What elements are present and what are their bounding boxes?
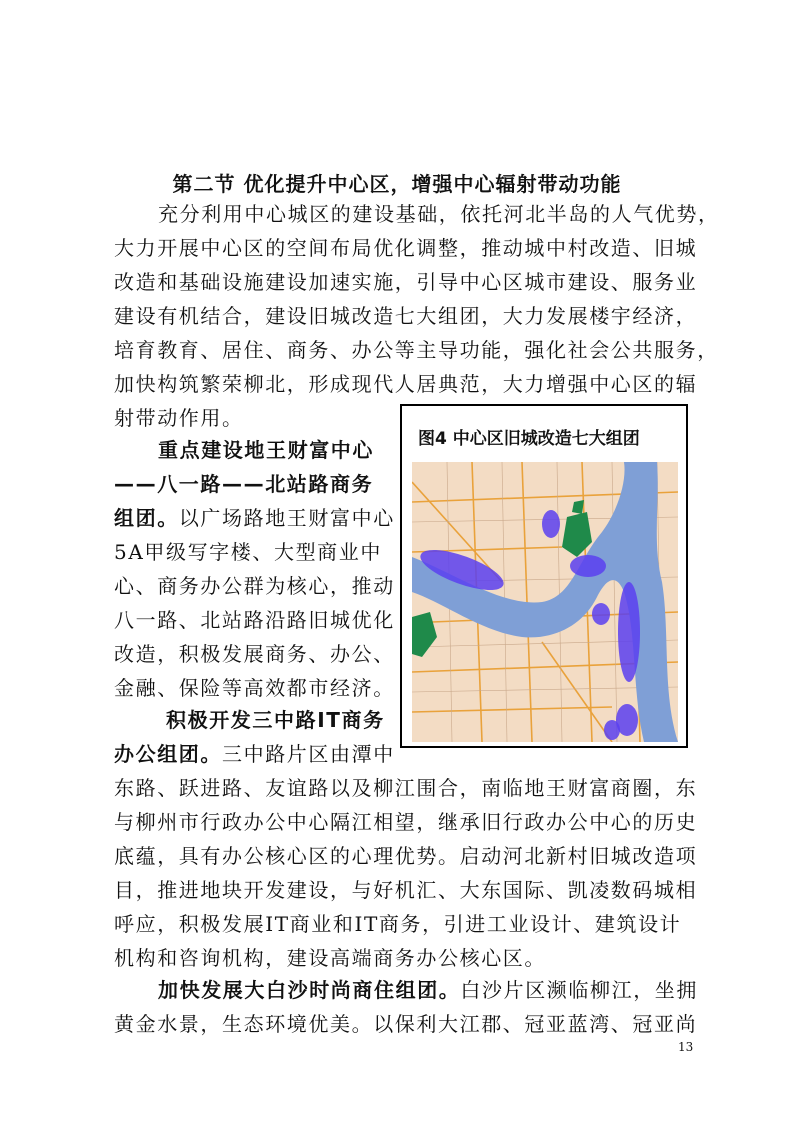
cluster-4: [592, 603, 610, 625]
cluster-7: [604, 720, 620, 740]
s3-text-start: 白沙片区濒临柳江，坐拥: [460, 978, 699, 1002]
s2-line-3: 东路、跃进路、友谊路以及柳江围合，南临地王财富商圈，东: [114, 776, 698, 800]
cluster-5: [618, 582, 640, 682]
s2-line-6: 目，推进地块开发建设，与好机汇、大东国际、凯凌数码城相: [114, 878, 698, 902]
s2-heading-line-1: 积极开发三中路IT商务: [166, 708, 385, 732]
cluster-2: [542, 510, 560, 538]
page-number: 13: [678, 1040, 694, 1054]
intro-line-4: 建设有机结合，建设旧城改造七大组团，大力发展楼宇经济，: [114, 304, 698, 328]
s1-text-start: 以广场路地王财富中心: [178, 506, 395, 530]
figure-box: [400, 404, 688, 748]
section-heading: 第二节 优化提升中心区，增强中心辐射带动功能: [172, 172, 622, 196]
intro-line-5: 培育教育、居住、商务、办公等主导功能，强化社会公共服务，: [114, 338, 719, 362]
s1-line-3: [114, 501, 395, 535]
intro-line-1: 充分利用中心城区的建设基础，依托河北半岛的人气优势，: [158, 202, 720, 226]
figure-title: 图4 中心区旧城改造七大组团: [418, 429, 640, 449]
s3-line-1: [158, 973, 698, 1007]
s1-heading-end: 组团。: [114, 506, 179, 530]
intro-line-7: 射带动作用。: [114, 406, 244, 430]
s2-heading-end: 办公组团。: [114, 742, 222, 766]
s2-line-2: [114, 737, 395, 771]
s3-heading: 加快发展大白沙时尚商住组团。: [158, 978, 461, 1002]
s1-line-7: 改造，积极发展商务、办公、: [114, 642, 395, 666]
s3-line-2: 黄金水景，生态环境优美。以保利大江郡、冠亚蓝湾、冠亚尚: [114, 1012, 698, 1036]
s2-line-4: 与柳州市行政办公中心隔江相望，继承旧行政办公中心的历史: [114, 810, 698, 834]
s2-line-8: 机构和咨询机构，建设高端商务办公核心区。: [114, 946, 546, 970]
s1-line-5: 心、商务办公群为核心，推动: [114, 574, 395, 598]
intro-line-6: 加快构筑繁荣柳北，形成现代人居典范，大力增强中心区的辐: [114, 372, 698, 396]
s2-text-start: 三中路片区由潭中: [222, 742, 395, 766]
s2-line-7: 呼应，积极发展IT商业和IT商务，引进工业设计、建筑设计: [114, 912, 682, 936]
s1-line-4: 5A甲级写字楼、大型商业中: [114, 540, 382, 564]
s2-line-5: 底蕴，具有办公核心区的心理优势。启动河北新村旧城改造项: [114, 844, 698, 868]
intro-line-2: 大力开展中心区的空间布局优化调整，推动城中村改造、旧城: [114, 236, 698, 260]
s1-heading-line-2: ——八一路——北站路商务: [114, 472, 374, 496]
s1-line-6: 八一路、北站路沿路旧城优化: [114, 608, 395, 632]
intro-line-3: 改造和基础设施建设加速实施，引导中心区城市建设、服务业: [114, 270, 698, 294]
s1-heading-line-1: 重点建设地王财富中心: [158, 438, 374, 462]
s1-line-8: 金融、保险等高效都市经济。: [114, 676, 395, 700]
cluster-3: [570, 555, 606, 577]
city-map-image: [412, 462, 678, 742]
